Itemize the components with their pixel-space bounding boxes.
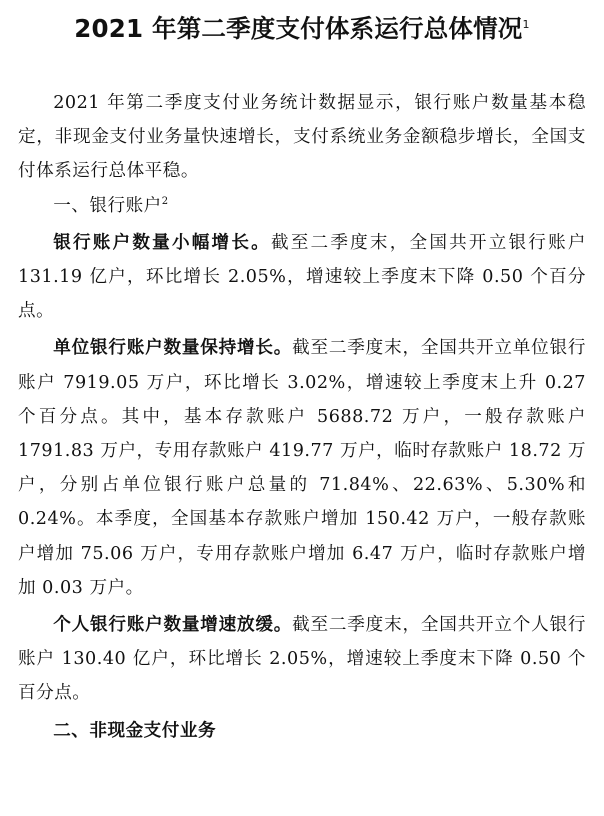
- document-title: [0, 8, 604, 46]
- paragraph-lead: 个人银行账户数量增速放缓。: [53, 615, 293, 636]
- title-footnote-marker: 1: [522, 18, 530, 31]
- section-heading-bank-accounts: [18, 189, 586, 223]
- section-heading-text: 一、银行账户: [53, 195, 162, 216]
- paragraph-text: 截至二季度末，全国共开立单位银行账户 7919.05 万户，环比增长 3.02%，增速较上季度末上升 0.27 个百分点。其中，基本存款账户 5688.72 万户，一般存款账户 1791.83 万户，专用存款账户 419.77 万户，临时存款账户 18.72 万户，分别占单位银行账户总量的 71.84%、22.63%、5.30%和 0.24%。本季度，全国基本存款账户增加 150.42 万户，一般存款账户增加 75.06 万户，专用存款账户增加 6.47 万户，临时存款账户增加 0.03 万户。: [18, 338, 586, 598]
- paragraph-lead: 银行账户数量小幅增长。: [53, 232, 271, 253]
- paragraph-lead: 单位银行账户数量保持增长。: [53, 338, 293, 359]
- paragraph-text: 截至二季度末，全国共开立个人银行账户 130.40 亿户，环比增长 2.05%，增速较上季度末下降 0.50 个百分点。: [18, 615, 586, 704]
- document-body: [18, 86, 586, 748]
- section-heading-text: 二、非现金支付业务: [53, 720, 217, 741]
- section-footnote-marker: 2: [161, 195, 169, 207]
- title-text: 2021 年第二季度支付体系运行总体情况: [74, 14, 523, 44]
- intro-paragraph: 2021 年第二季度支付业务统计数据显示，银行账户数量基本稳定，非现金支付业务量快速增长，支付系统业务金额稳步增长，全国支付体系运行总体平稳。: [18, 93, 586, 182]
- paragraph-unit-accounts: [18, 331, 586, 605]
- paragraph-text: 截至二季度末，全国共开立银行账户 131.19 亿户，环比增长 2.05%，增速较上季度末下降 0.50 个百分点。: [18, 232, 586, 322]
- paragraph-bank-accounts: [18, 226, 586, 329]
- paragraph-personal-accounts: [18, 608, 586, 711]
- section-heading-noncash-payments: [18, 714, 586, 748]
